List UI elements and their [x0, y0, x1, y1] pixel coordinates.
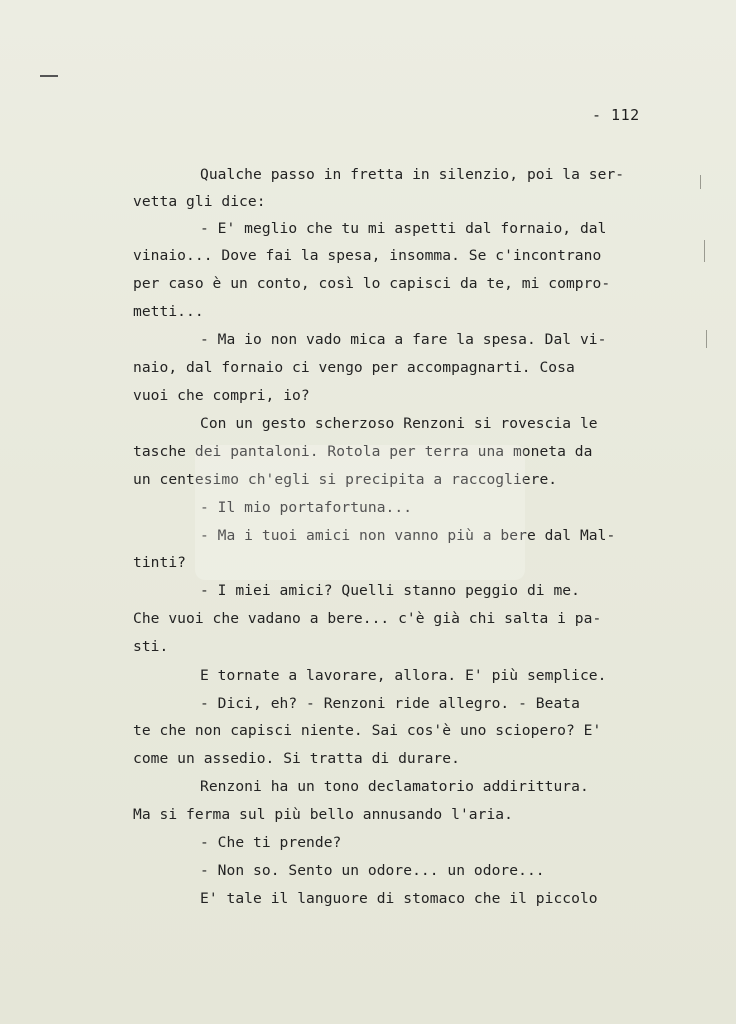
text-line: vinaio... Dove fai la spesa, insomma. Se c'incontrano [133, 247, 602, 264]
text-line: metti... [133, 303, 204, 320]
text-line: tinti? [133, 554, 187, 571]
text-line: - Non so. Sento un odore... un odore... [200, 862, 545, 879]
text-line: Con un gesto scherzoso Renzoni si rovescia le [200, 415, 598, 432]
text-line: come un assedio. Si tratta di durare. [133, 750, 460, 767]
margin-tick [700, 175, 701, 189]
text-line: naio, dal fornaio ci vengo per accompagnarti. Cosa [133, 359, 575, 376]
margin-tick [706, 330, 707, 348]
text-line: tasche dei pantaloni. Rotola per terra una moneta da [133, 443, 593, 460]
text-line: Qualche passo in fretta in silenzio, poi la ser- [200, 166, 625, 183]
text-line: per caso è un conto, così lo capisci da te, mi compro- [133, 275, 611, 292]
margin-mark [40, 75, 58, 77]
text-line: vuoi che compri, io? [133, 387, 310, 404]
text-line: Ma si ferma sul più bello annusando l'aria. [133, 806, 513, 823]
text-line: - Ma io non vado mica a fare la spesa. Dal vi- [200, 331, 607, 348]
text-line: - Il mio portafortuna... [200, 499, 413, 516]
text-line: un centesimo ch'egli si precipita a raccogliere. [133, 471, 558, 488]
text-line: E' tale il languore di stomaco che il piccolo [200, 890, 598, 907]
margin-tick [704, 240, 705, 262]
text-line: - Dici, eh? - Renzoni ride allegro. - Beata [200, 695, 580, 712]
page-number: - 112 [592, 106, 640, 124]
text-line: te che non capisci niente. Sai cos'è uno sciopero? E' [133, 722, 602, 739]
text-line: vetta gli dice: [133, 193, 266, 210]
text-line: E tornate a lavorare, allora. E' più semplice. [200, 667, 607, 684]
text-line: Renzoni ha un tono declamatorio addirittura. [200, 778, 589, 795]
text-line: - E' meglio che tu mi aspetti dal fornaio, dal [200, 220, 607, 237]
text-line: - I miei amici? Quelli stanno peggio di me. [200, 582, 580, 599]
text-line: sti. [133, 638, 169, 655]
text-line: - Che ti prende? [200, 834, 342, 851]
text-line: - Ma i tuoi amici non vanno più a bere dal Mal- [200, 527, 616, 544]
text-line: Che vuoi che vadano a bere... c'è già chi salta i pa- [133, 610, 602, 627]
